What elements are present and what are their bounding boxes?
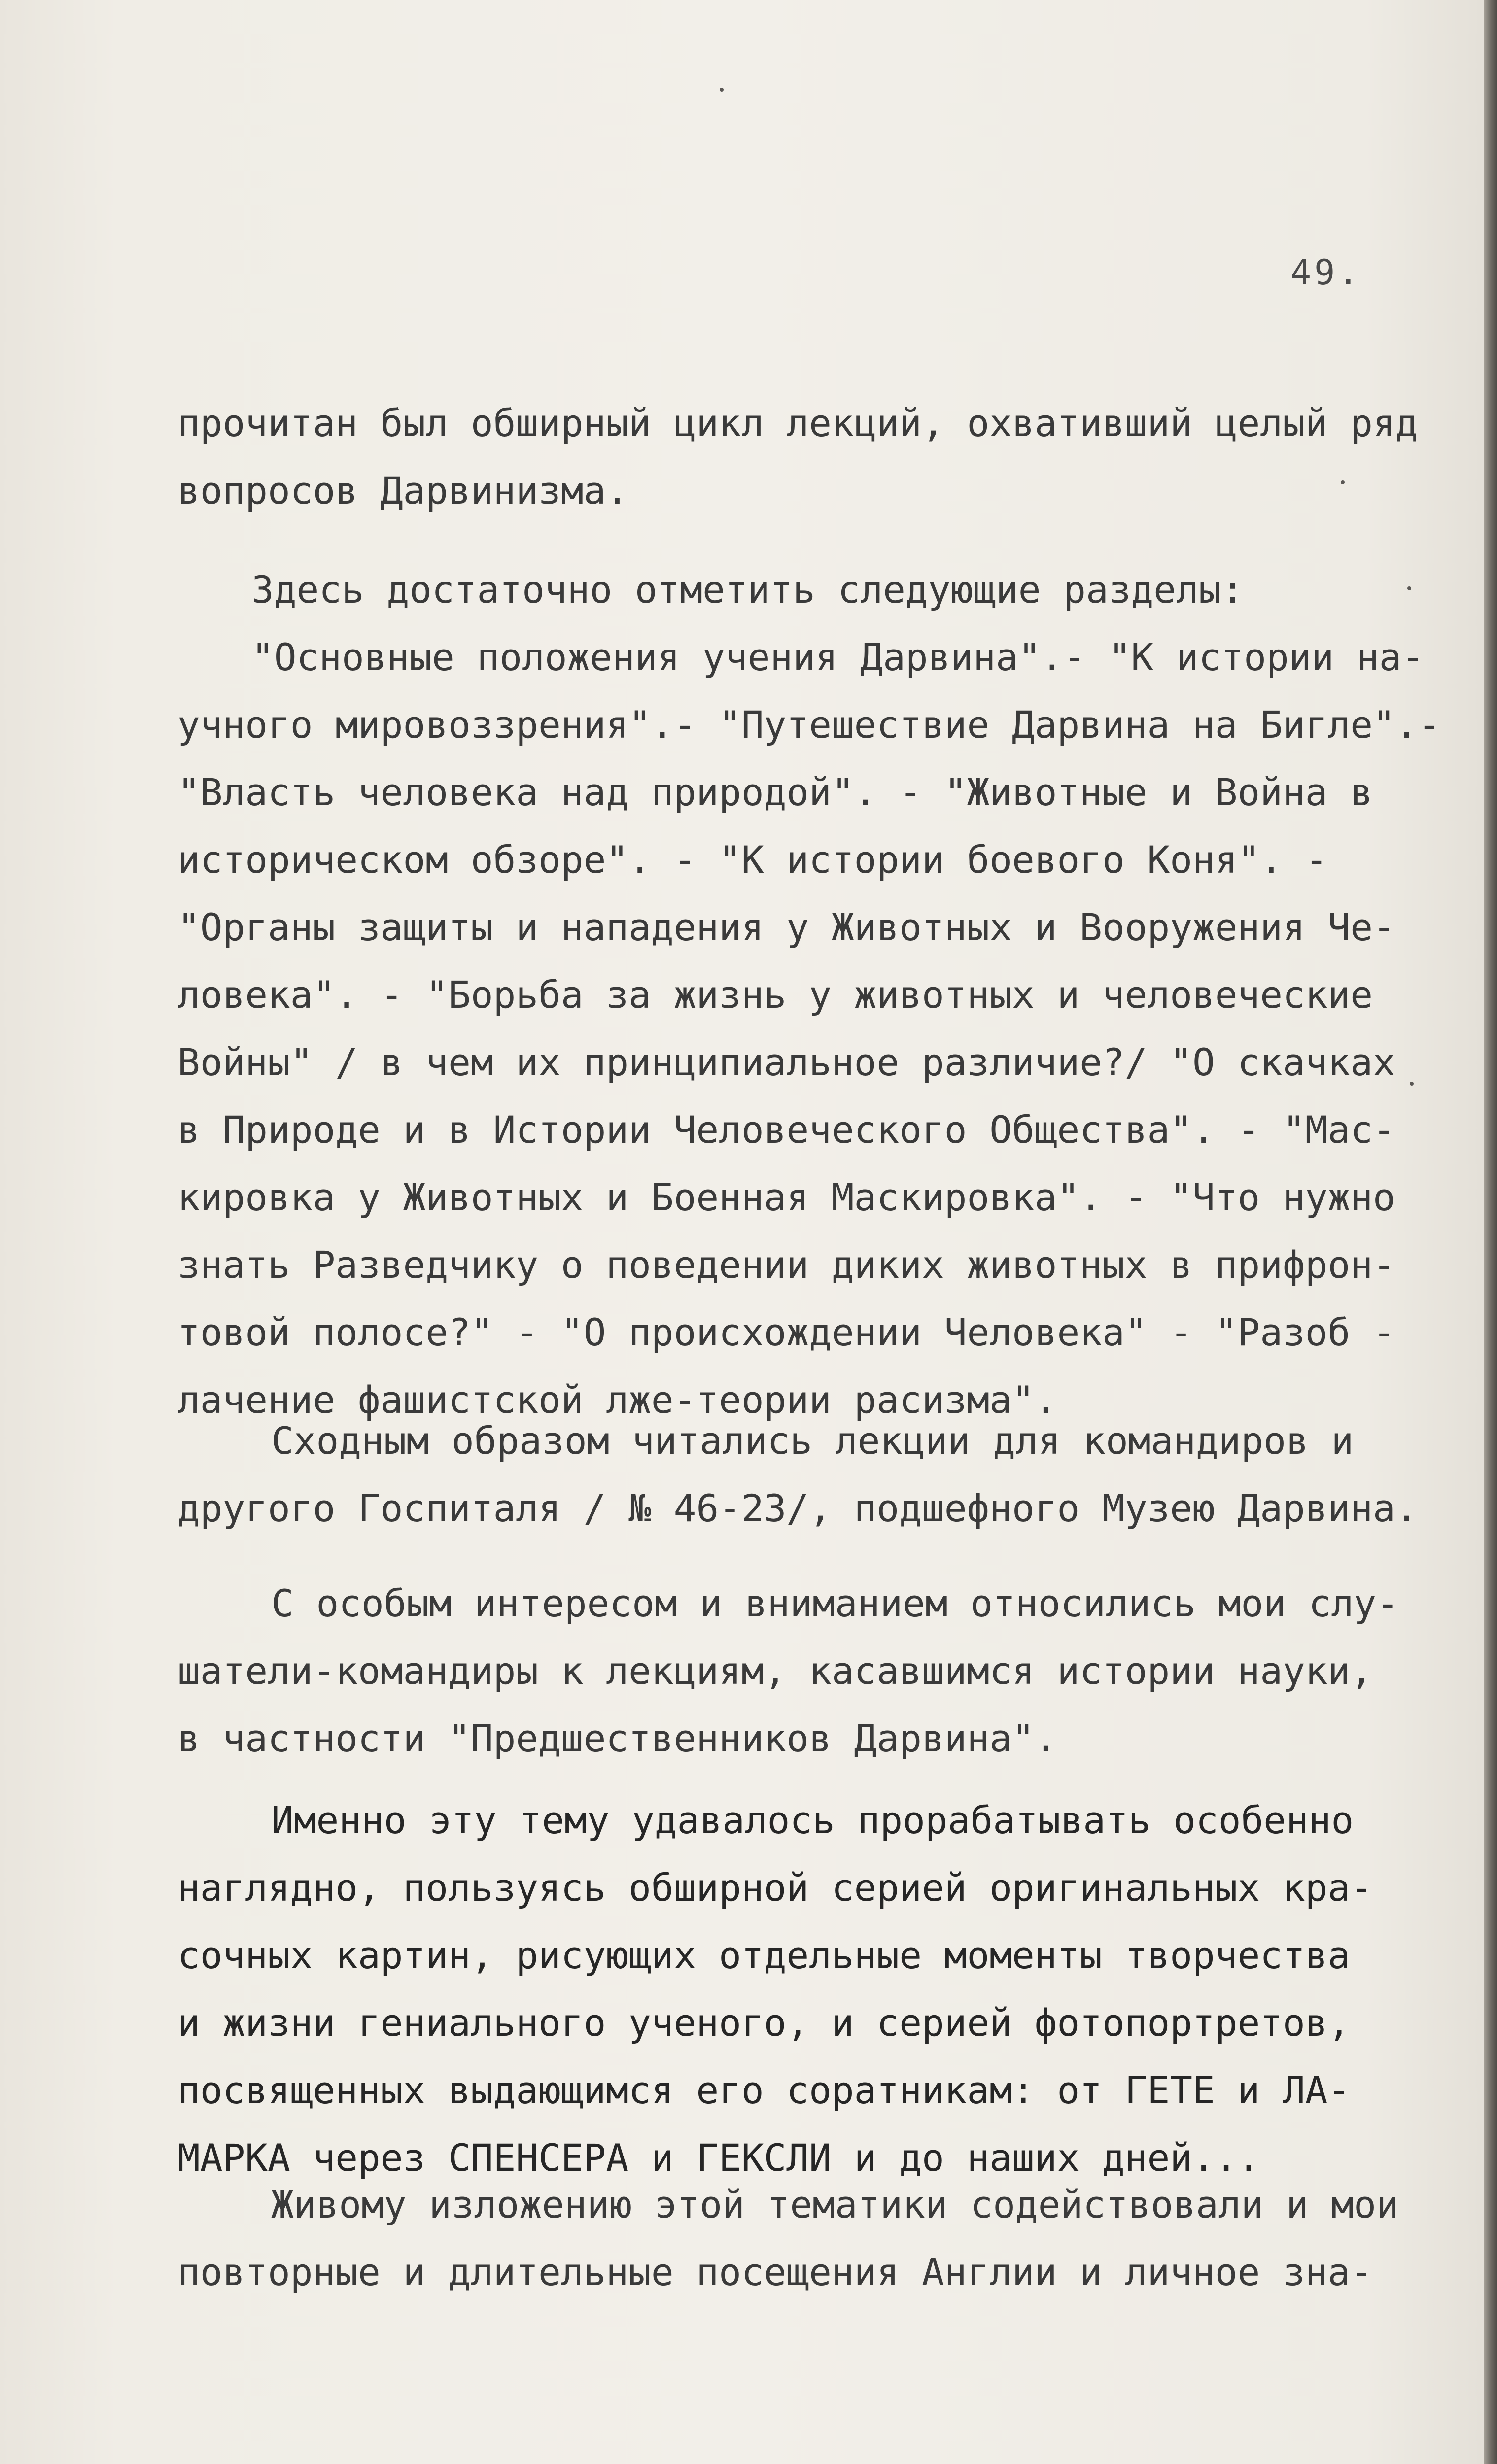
paragraph-4 [177,1570,1410,1772]
text-line: в Природе и в Истории Человеческого Общества". - "Мас- [177,1108,1395,1152]
text-line: товой полосе?" - "О происхождении Человека" - "Разоб - [177,1310,1395,1354]
paper-speck [1407,586,1411,590]
paragraph-6 [177,2171,1410,2306]
text-line: кировка у Животных и Боенная Маскировка". - "Что нужно [177,1175,1395,1219]
text-line: прочитан был обширный цикл лекций, охвативший целый ряд [177,401,1418,445]
text-line: Именно эту тему удавалось прорабатывать особенно [271,1798,1354,1842]
text-line: историческом обзоре". - "К истории боевого Коня". - [177,838,1328,882]
text-line: С особым интересом и вниманием относились мои слу- [271,1581,1399,1625]
text-line: Войны" / в чем их принципиальное различие?/ "О скачках [177,1040,1395,1084]
text-line: Здесь достаточно отметить следующие разделы: [251,568,1244,612]
text-line: лачение фашистской лже-теории расизма". [177,1378,1057,1422]
text-line: Живому изложению этой тематики содействовали и мои [271,2183,1399,2226]
text-line: знать Разведчику о поведении диких животных в прифрон- [177,1243,1395,1287]
paper-speck [720,88,724,92]
paragraph-2 [177,556,1441,1434]
text-line: другого Госпиталя / № 46-23/, подшефного Музею Дарвина. [177,1486,1418,1530]
text-line: наглядно, пользуясь обширной серией оригинальных кра- [177,1866,1373,1910]
text-line: МАРКА через СПЕНСЕРА и ГЕКСЛИ и до наших дней... [177,2136,1260,2180]
text-line: повторные и длительные посещения Англии и личное зна- [177,2250,1373,2294]
paper-speck [1341,480,1345,484]
page-number: 49. [1290,252,1362,293]
text-line: в частности "Предшественников Дарвина". [177,1716,1057,1760]
text-line: ловека". - "Борьба за жизнь у животных и человеческие [177,973,1373,1017]
text-line: вопросов Дарвинизма. [177,469,629,513]
text-line: "Органы защиты и нападения у Животных и Вооружения Че- [177,905,1395,949]
paragraph-3 [177,1407,1418,1542]
paragraph-1 [177,389,1418,524]
text-line: шатели-командиры к лекциям, касавшимся истории науки, [177,1649,1373,1693]
page-edge-shadow [1484,0,1497,2464]
text-line: "Власть человека над природой". - "Животные и Война в [177,770,1373,814]
text-line: посвященных выдающимся его соратникам: от ГЕТЕ и ЛА- [177,2068,1351,2112]
paragraph-5 [177,1786,1410,2191]
text-line: и жизни гениального ученого, и серией фотопортретов, [177,2001,1351,2045]
text-line: учного мировоззрения".- "Путешествие Дарвина на Бигле".- [177,703,1441,747]
paper-speck [1410,1082,1414,1086]
text-line: сочных картин, рисующих отдельные моменты творчества [177,1933,1351,1977]
text-line: "Основные положения учения Дарвина".- "К истории на- [251,635,1425,679]
text-line: Сходным образом читались лекции для командиров и [271,1419,1354,1463]
